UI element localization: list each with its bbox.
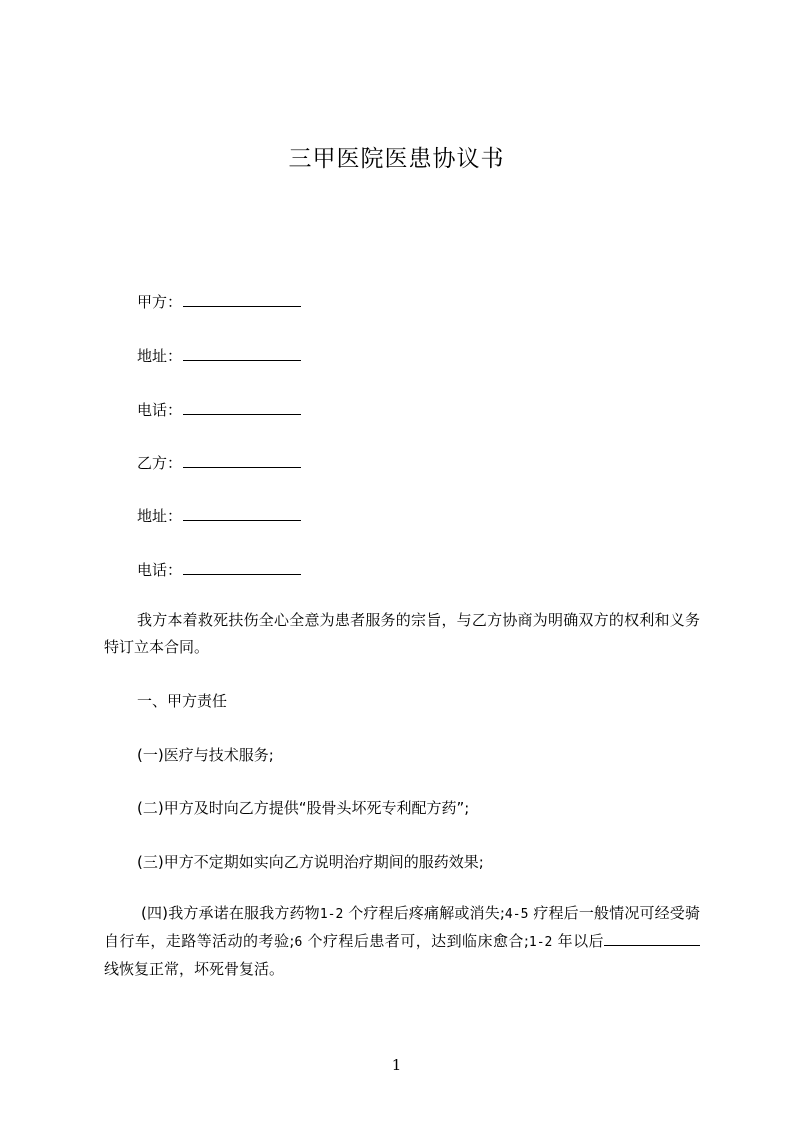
item-4-part6: 线恢复正常，坏死骨复活。 (104, 960, 285, 978)
item-3: (三)甲方不定期如实向乙方说明治疗期间的服药效果; (137, 853, 484, 871)
item-1: (一)医疗与技术服务; (137, 746, 274, 764)
party-b-address-blank (183, 505, 301, 521)
party-a-address-field (137, 345, 301, 366)
party-a-field (137, 291, 301, 312)
party-b-blank (183, 452, 301, 468)
party-b-address-label: 地址： (137, 507, 183, 525)
document-title: 三甲医院医患协议书 (288, 146, 505, 172)
item-4-part5: 年以后 (557, 932, 604, 950)
party-b-address-field (137, 505, 301, 526)
item-4-part2: 个疗程后疼痛解或消失; (348, 904, 505, 922)
page-number: 1 (391, 1056, 402, 1074)
party-b-label: 乙方： (137, 454, 183, 472)
item-4-blank-1 (604, 931, 628, 946)
party-b-phone-label: 电话： (137, 561, 183, 579)
party-a-label: 甲方： (137, 293, 183, 311)
item-4-part1: (四)我方承诺在服我方药物 (141, 904, 320, 922)
item-4 (104, 900, 700, 983)
party-a-address-blank (183, 345, 301, 361)
item-4-num1: 1-2 (319, 907, 344, 922)
section1-heading: 一、甲方责任 (137, 692, 228, 710)
party-a-phone-label: 电话： (137, 401, 183, 419)
party-b-phone-blank (183, 559, 301, 575)
item-4-blank-2 (628, 931, 700, 946)
item-4-part3: 疗程后一般情况可经受骑自行车，走路等活动的考验; (104, 904, 700, 950)
party-a-phone-blank (183, 399, 301, 415)
party-a-phone-field (137, 399, 301, 420)
party-a-address-label: 地址： (137, 347, 183, 365)
item-4-num2: 4-5 (504, 907, 529, 922)
party-a-blank (183, 291, 301, 307)
item-4-part4: 个疗程后患者可，达到临床愈合; (307, 932, 529, 950)
item-2: (二)甲方及时向乙方提供“股骨头坏死专利配方药”; (137, 799, 470, 817)
party-b-phone-field (137, 559, 301, 580)
party-b-field (137, 452, 301, 473)
intro-paragraph: 我方本着救死扶伤全心全意为患者服务的宗旨，与乙方协商为明确双方的权利和义务特订立本合同。 (104, 611, 700, 656)
item-4-num3: 6 (294, 935, 303, 950)
item-4-num4: 1-2 (528, 935, 553, 950)
